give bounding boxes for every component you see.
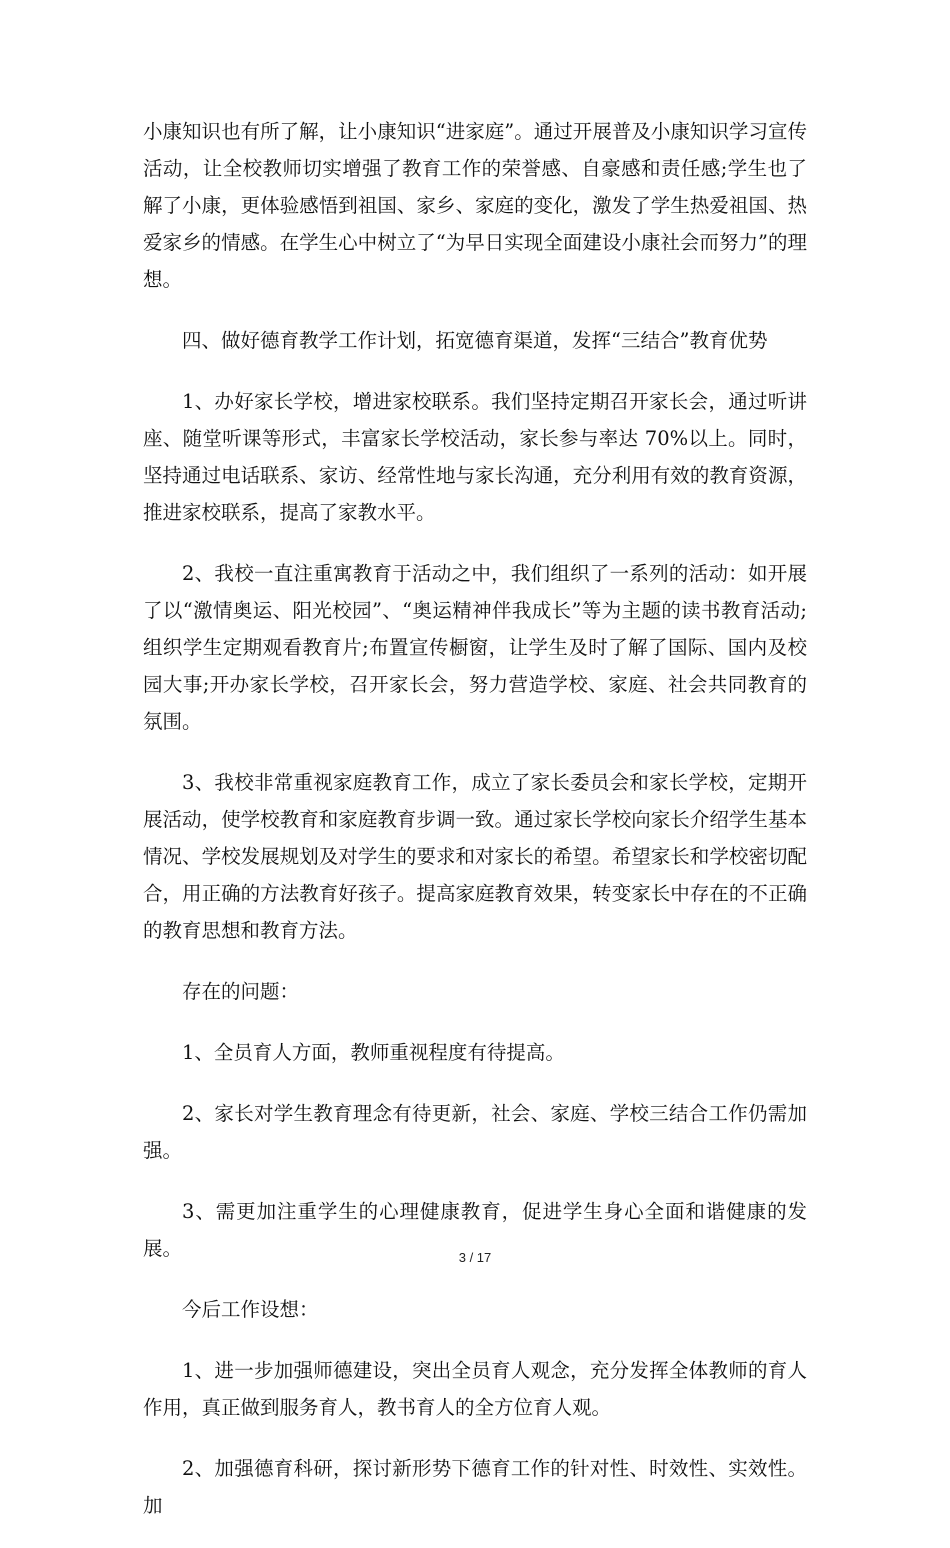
subheading-plans: 今后工作设想：	[182, 1298, 319, 1321]
plan-item: 2、加强德育科研，探讨新形势下德育工作的针对性、时效性、实效性。加	[143, 1457, 807, 1517]
problem-item: 1、全员育人方面，教师重视程度有待提高。	[182, 1041, 565, 1064]
paragraph-item: 2、我校一直注重寓教育于活动之中，我们组织了一系列的活动：如开展了以“激情奥运、阳光校园”、“奥运精神伴我成长”等为主题的读书教育活动;组织学生定期观看教育片;布置宣传橱窗，让学生及时了解了国际、国内及校园大事;开办家长学校，召开家长会，努力营造学校、家庭、社会共同教育的氛围。	[143, 562, 807, 733]
paragraph-item: 3、我校非常重视家庭教育工作，成立了家长委员会和家长学校，定期开展活动，使学校教育和家庭教育步调一致。通过家长学校向家长介绍学生基本情况、学校发展规划及对学生的要求和对家长的希望。希望家长和学校密切配合，用正确的方法教育好孩子。提高家庭教育效果，转变家长中存在的不正确的教育思想和教育方法。	[143, 771, 807, 942]
paragraph-item: 1、办好家长学校，增进家校联系。我们坚持定期召开家长会，通过听讲座、随堂听课等形式，丰富家长学校活动，家长参与率达 70%以上。同时，坚持通过电话联系、家访、经常性地与家长沟通，充分利用有效的教育资源，推进家校联系，提高了家教水平。	[143, 390, 807, 524]
subheading-problems: 存在的问题：	[182, 980, 300, 1003]
page-number: 3 / 17	[458, 1250, 492, 1265]
plan-item: 1、进一步加强师德建设，突出全员育人观念，充分发挥全体教师的育人作用，真正做到服务育人，教书育人的全方位育人观。	[143, 1359, 807, 1419]
document-body	[143, 113, 807, 1548]
section-heading: 四、做好德育教学工作计划，拓宽德育渠道，发挥“三结合”教育优势	[182, 329, 768, 352]
paragraph-continuation: 小康知识也有所了解，让小康知识“进家庭”。通过开展普及小康知识学习宣传活动，让全校教师切实增强了教育工作的荣誉感、自豪感和责任感;学生也了解了小康，更体验感悟到祖国、家乡、家庭的变化，激发了学生热爱祖国、热爱家乡的情感。在学生心中树立了“为早日实现全面建设小康社会而努力”的理想。	[143, 120, 807, 291]
problem-item: 3、需更加注重学生的心理健康教育，促进学生身心全面和谐健康的发展。	[143, 1200, 807, 1260]
problem-item: 2、家长对学生教育理念有待更新，社会、家庭、学校三结合工作仍需加强。	[143, 1102, 807, 1162]
